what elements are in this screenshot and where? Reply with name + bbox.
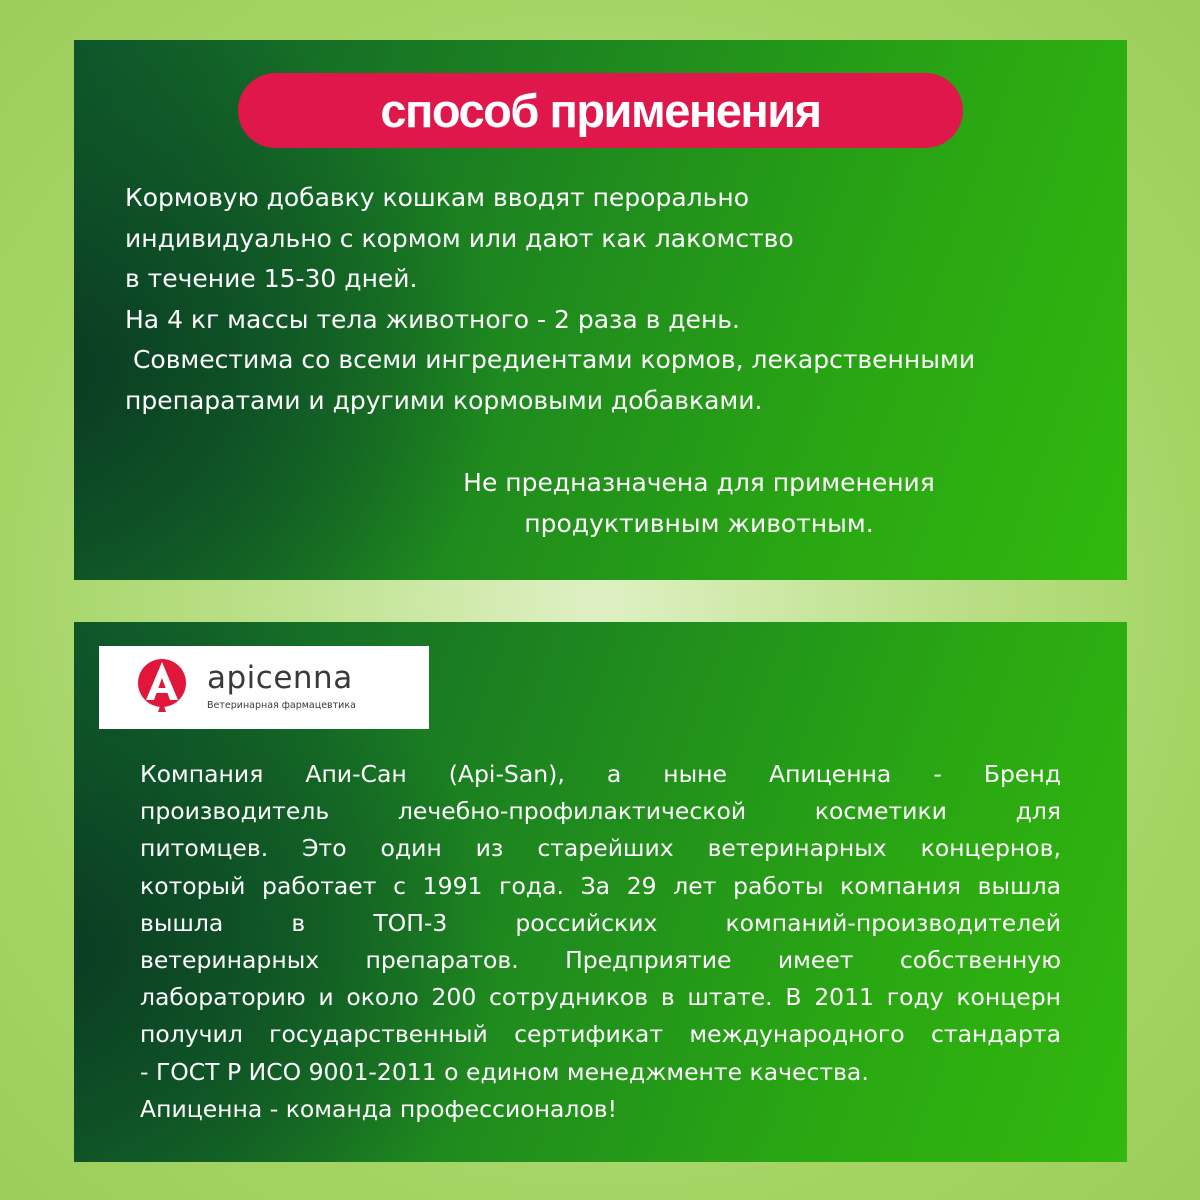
company-line: вышла в ТОП-3 российских компаний-производителей <box>140 908 1061 937</box>
usage-line: Совместима со всеми ингредиентами кормов, лекарственными <box>125 345 976 375</box>
usage-note <box>419 463 979 544</box>
usage-instructions <box>125 178 1085 422</box>
usage-panel <box>74 40 1127 580</box>
apicenna-logo-icon <box>137 656 187 714</box>
logo-tagline: Ветеринарная фармацевтика <box>207 700 356 711</box>
usage-line: в течение 15-30 дней. <box>125 264 418 294</box>
usage-title: способ применения <box>380 84 821 137</box>
usage-line: Кормовую добавку кошкам вводят перорально <box>125 183 750 212</box>
usage-line: препаратами и другими кормовыми добавками. <box>125 385 763 415</box>
company-line: питомцев. Это один из старейших ветеринарных концернов, <box>140 834 1061 863</box>
usage-title-banner <box>238 73 963 148</box>
company-description <box>140 756 1061 1128</box>
usage-note-line: продуктивным животным. <box>524 508 874 538</box>
usage-line: На 4 кг массы тела животного - 2 раза в день. <box>125 304 740 334</box>
company-line: лабораторию и около 200 сотрудников в штате. В 2011 году концерн <box>140 983 1061 1012</box>
logo-name: apicenna <box>207 660 353 696</box>
company-line: ветеринарных препаратов. Предприятие имеет собственную <box>140 946 1061 975</box>
company-panel <box>74 622 1127 1162</box>
company-line: - ГОСТ Р ИСО 9001-2011 о едином менеджменте качества. <box>140 1057 869 1086</box>
company-logo <box>99 646 429 729</box>
company-line: производитель лечебно-профилактической косметики для <box>140 797 1061 826</box>
usage-note-line: Не предназначена для применения <box>463 468 935 497</box>
company-line: Компания Апи-Сан (Api-San), а ныне Апиценна - Бренд <box>140 760 1061 788</box>
company-line: Апиценна - команда профессионалов! <box>140 1094 618 1123</box>
usage-line: индивидуально с кормом или дают как лакомство <box>125 223 794 253</box>
company-line: который работает с 1991 года. За 29 лет работы компания вышла <box>140 871 1061 900</box>
company-line: получил государственный сертификат международного стандарта <box>140 1020 1061 1049</box>
